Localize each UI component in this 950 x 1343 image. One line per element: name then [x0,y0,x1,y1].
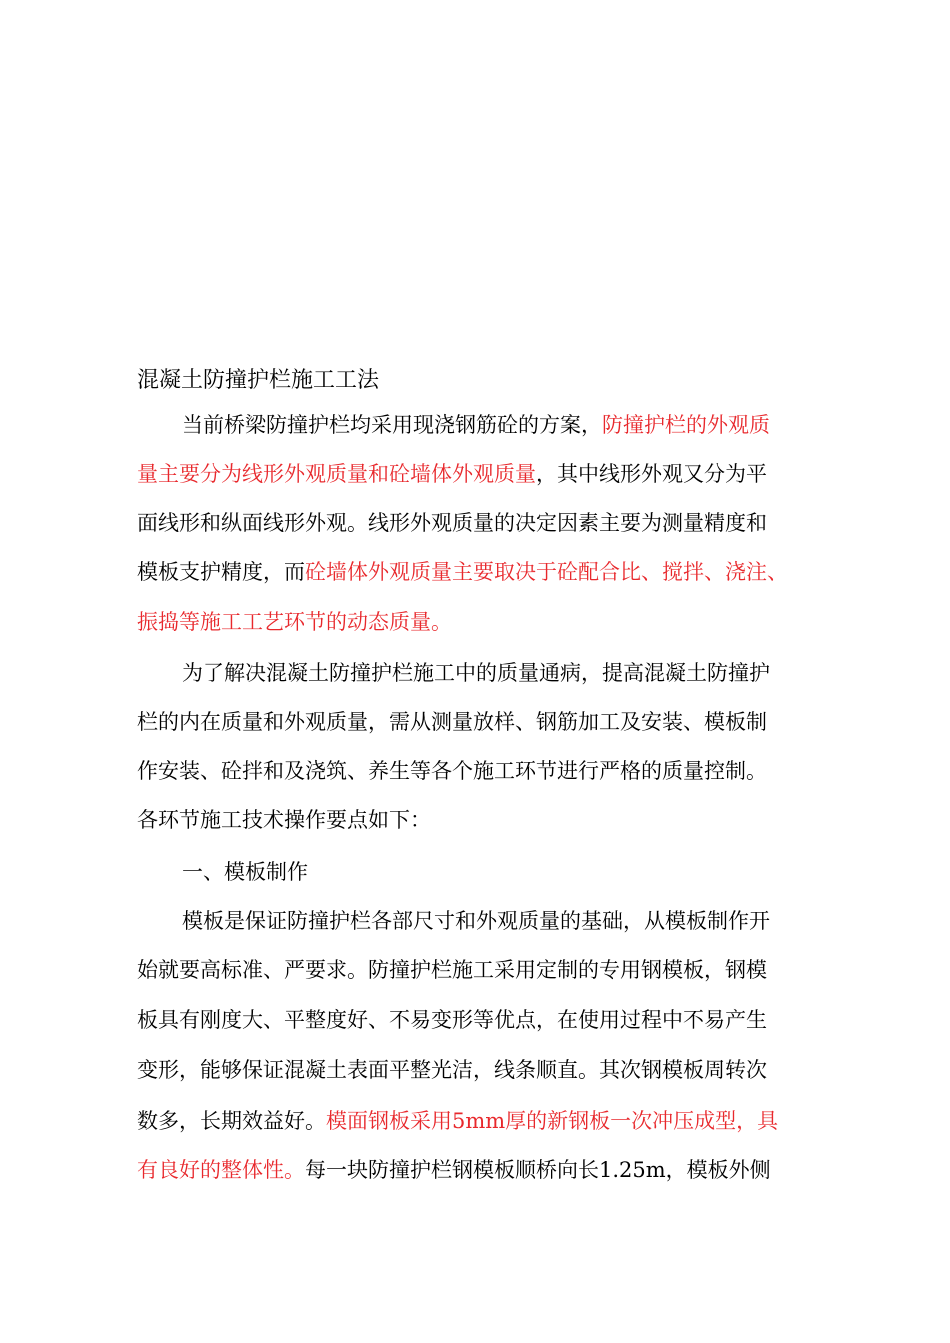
section-heading [182,855,308,889]
text-run: 各环节施工技术操作要点如下： [137,808,431,832]
highlighted-text-run: 模面钢板采用5mm厚的新钢板一次冲压成型，具 [326,1109,779,1133]
text-line [137,605,452,639]
text-line [137,555,788,589]
text-run: 一、模板制作 [182,860,308,884]
text-run: 面线形和纵面线形外观。线形外观质量的决定因素主要为测量精度和 [137,511,767,535]
text-run: 板具有刚度大、平整度好、不易变形等优点，在使用过程中不易产生 [137,1008,767,1032]
text-run: 模板支护精度，而 [137,560,305,584]
highlighted-text-run: 砼墙体外观质量主要取决于砼配合比、搅拌、浇注、 [305,560,788,584]
text-line [137,457,767,491]
text-line [182,408,770,442]
highlighted-text-run: 振捣等施工工艺环节的动态质量。 [137,610,452,634]
text-run: 始就要高标准、严要求。防撞护栏施工采用定制的专用钢模板，钢模 [137,958,767,982]
text-line [137,1003,767,1037]
highlighted-text-run: 有良好的整体性。 [137,1158,305,1182]
text-run: 当前桥梁防撞护栏均采用现浇钢筋砼的方案， [182,413,602,437]
text-run: 为了解决混凝土防撞护栏施工中的质量通病，提高混凝土防撞护 [182,661,770,685]
text-line [137,1104,778,1138]
text-line [182,904,770,938]
text-run: 变形，能够保证混凝土表面平整光洁，线条顺直。其次钢模板周转次 [137,1058,767,1082]
text-line [137,953,767,987]
text-line [137,1153,771,1187]
highlighted-text-run: 量主要分为线形外观质量和砼墙体外观质量 [137,462,536,486]
text-line [182,656,770,690]
text-run: 作安装、砼拌和及浇筑、养生等各个施工环节进行严格的质量控制。 [137,759,767,783]
text-run: 栏的内在质量和外观质量，需从测量放样、钢筋加工及安装、模板制 [137,710,767,734]
text-run: 每一块防撞护栏钢模板顺桥向长1.25m，模板外侧 [305,1158,771,1182]
text-run: 数多，长期效益好。 [137,1109,326,1133]
text-line [137,506,767,540]
text-line [137,705,767,739]
text-line [137,1053,767,1087]
text-line [137,803,431,837]
highlighted-text-run: 防撞护栏的外观质 [602,413,770,437]
text-line [137,754,767,788]
text-run: ，其中线形外观又分为平 [536,462,767,486]
document-title: 混凝土防撞护栏施工工法 [137,368,380,393]
text-run: 模板是保证防撞护栏各部尺寸和外观质量的基础，从模板制作开 [182,909,770,933]
